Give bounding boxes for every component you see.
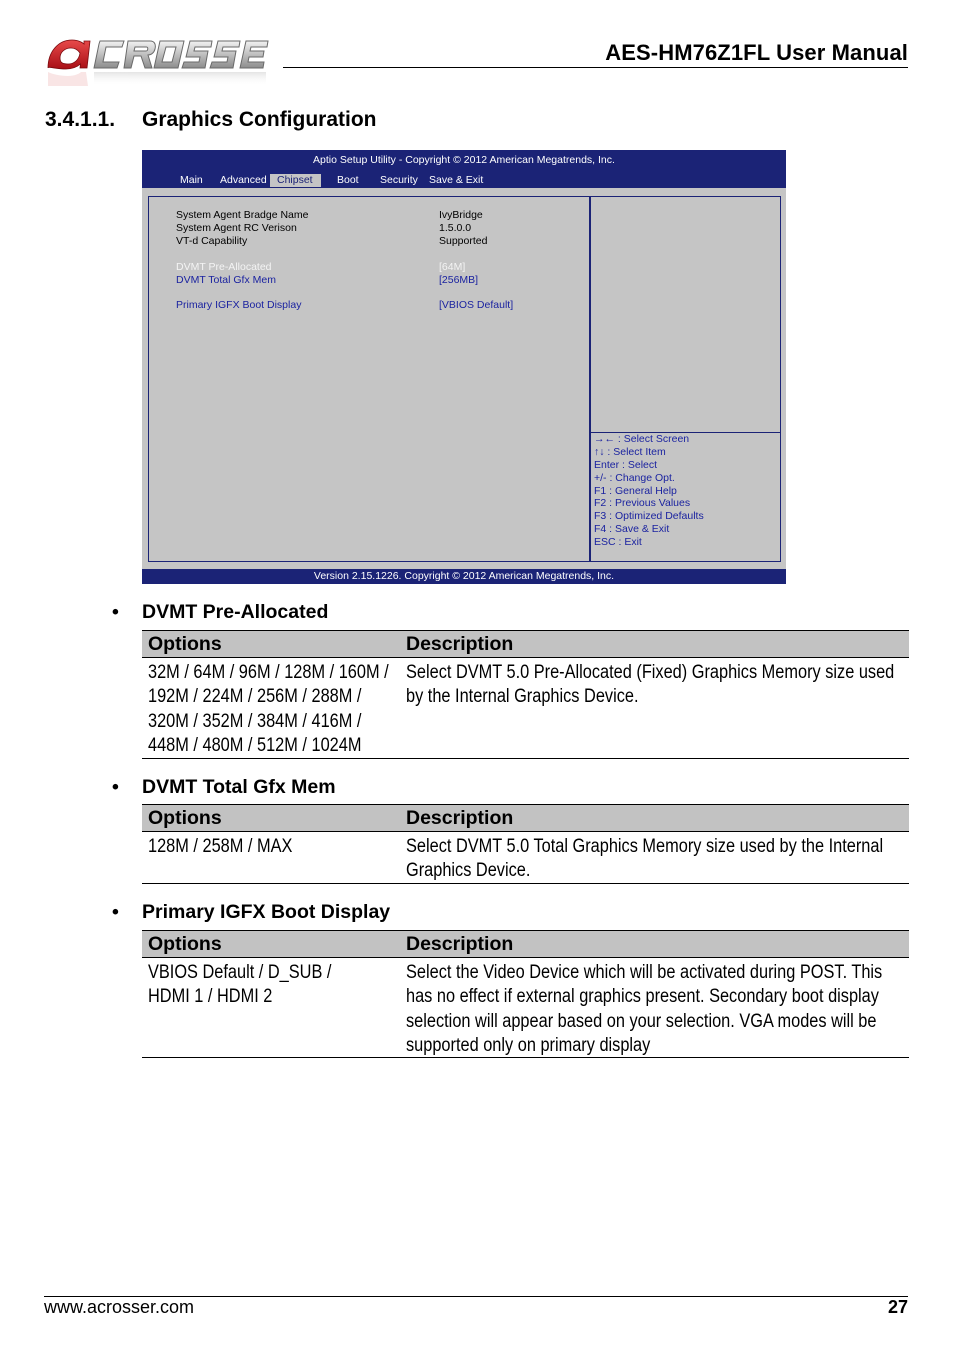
tab-boot[interactable]: Boot bbox=[337, 174, 359, 186]
bios-row-value: IvyBridge bbox=[439, 209, 483, 221]
table-row bbox=[142, 658, 909, 759]
help-select-item: ↑↓ : Select Item bbox=[594, 445, 666, 458]
manual-title: AES-HM76Z1FL User Manual bbox=[605, 40, 908, 65]
tab-save-exit[interactable]: Save & Exit bbox=[429, 174, 484, 186]
bios-row-value[interactable]: [64M] bbox=[439, 261, 466, 273]
bios-row-label: DVMT Pre-Allocated bbox=[176, 261, 272, 273]
bios-row-primary-igfx[interactable] bbox=[176, 299, 596, 312]
bios-row-value[interactable]: [VBIOS Default] bbox=[439, 299, 514, 311]
bios-row-label: Primary IGFX Boot Display bbox=[176, 299, 302, 311]
key-help-list bbox=[594, 433, 704, 549]
help-optimized-defaults: F3 : Optimized Defaults bbox=[594, 510, 704, 523]
table-dvmt-preallocated bbox=[142, 630, 909, 759]
description-text: Select the Video Device which will be activated during POST. This has no effect if external graphics present. Secondary boot display selection will appear based on your selection. VGA modes will be supported only on primary display bbox=[406, 962, 883, 1056]
bios-row-agent-name bbox=[176, 209, 596, 222]
col-options: Options bbox=[148, 933, 222, 955]
table-header bbox=[142, 930, 909, 958]
bios-row-dvmt-total[interactable] bbox=[176, 274, 596, 287]
bios-row-label: System Agent Bradge Name bbox=[176, 209, 309, 221]
bullet-icon: • bbox=[112, 776, 119, 798]
help-previous-values: F2 : Previous Values bbox=[594, 497, 691, 510]
options-text: 32M / 64M / 96M / 128M / 160M / 192M / 224M / 256M / 288M / 320M / 352M / 384M / 416M / 448M / 480M / 512M / 1024M bbox=[148, 662, 389, 756]
table-primary-igfx bbox=[142, 930, 909, 1058]
col-options: Options bbox=[148, 633, 222, 655]
bios-tab-bar bbox=[142, 174, 786, 187]
header-rule bbox=[283, 67, 908, 68]
bios-row-dvmt-preallocated[interactable] bbox=[176, 261, 596, 274]
heading-primary-igfx bbox=[112, 901, 390, 924]
footer-url-link[interactable]: www.acrosser.com bbox=[44, 1297, 195, 1317]
tab-advanced[interactable]: Advanced bbox=[220, 174, 267, 186]
options-text: VBIOS Default / D_SUB / HDMI 1 / HDMI 2 bbox=[148, 962, 332, 1008]
bios-row-label: DVMT Total Gfx Mem bbox=[176, 274, 276, 286]
bios-settings-panel bbox=[148, 196, 590, 562]
help-save-exit: F4 : Save & Exit bbox=[594, 523, 670, 536]
help-general-help: F1 : General Help bbox=[594, 484, 677, 497]
heading-text: DVMT Pre-Allocated bbox=[142, 601, 329, 623]
help-change-opt: +/- : Change Opt. bbox=[594, 471, 675, 484]
heading-dvmt-total bbox=[112, 776, 336, 799]
description-text: Select DVMT 5.0 Pre-Allocated (Fixed) Graphics Memory size used by the Internal Graphics Device. bbox=[406, 662, 895, 708]
help-esc-exit: ESC : Exit bbox=[594, 536, 642, 549]
bios-screenshot bbox=[142, 150, 786, 584]
description-text: Select DVMT 5.0 Total Graphics Memory size used by the Internal Graphics Device. bbox=[406, 836, 884, 882]
heading-text: Primary IGFX Boot Display bbox=[142, 901, 391, 923]
table-row bbox=[142, 958, 909, 1058]
table-header bbox=[142, 804, 909, 832]
options-cell bbox=[148, 961, 394, 1010]
section-heading bbox=[45, 108, 377, 132]
bios-row-vtd bbox=[176, 235, 596, 248]
bios-title: Aptio Setup Utility - Copyright © 2012 American Megatrends, Inc. bbox=[313, 154, 615, 166]
bullet-icon: • bbox=[112, 601, 119, 623]
bios-row-label: VT-d Capability bbox=[176, 235, 248, 247]
help-enter-select: Enter : Select bbox=[594, 458, 658, 471]
acrosser-logo bbox=[42, 30, 276, 92]
bios-row-value[interactable]: [256MB] bbox=[439, 274, 479, 286]
description-cell bbox=[406, 661, 906, 710]
tab-chipset[interactable]: Chipset bbox=[270, 174, 321, 187]
col-description: Description bbox=[406, 633, 514, 655]
table-dvmt-total bbox=[142, 804, 909, 884]
section-number: 3.4.1.1. bbox=[45, 108, 116, 131]
bios-help-panel bbox=[590, 196, 781, 562]
options-cell bbox=[148, 835, 394, 859]
col-options: Options bbox=[148, 807, 222, 829]
col-description: Description bbox=[406, 933, 514, 955]
page-number: 27 bbox=[887, 1297, 908, 1317]
table-row bbox=[142, 832, 909, 884]
tab-main[interactable]: Main bbox=[180, 174, 203, 186]
description-cell bbox=[406, 961, 906, 1058]
help-select-screen: →← : Select Screen bbox=[594, 433, 690, 445]
bios-row-value: 1.5.0.0 bbox=[439, 222, 472, 234]
bullet-icon: • bbox=[112, 901, 119, 923]
bios-version-bar: Version 2.15.1226. Copyright © 2012 American Megatrends, Inc. bbox=[142, 569, 786, 584]
options-cell bbox=[148, 661, 394, 758]
description-cell bbox=[406, 835, 906, 884]
bios-row-rc-version bbox=[176, 222, 596, 235]
table-header bbox=[142, 630, 909, 658]
acrosser-logo-icon bbox=[42, 30, 276, 92]
heading-dvmt-preallocated bbox=[112, 601, 328, 624]
bios-row-value: Supported bbox=[439, 235, 488, 247]
heading-text: DVMT Total Gfx Mem bbox=[142, 776, 336, 798]
col-description: Description bbox=[406, 807, 514, 829]
bios-title-bar bbox=[142, 150, 786, 188]
options-text: 128M / 258M / MAX bbox=[148, 836, 293, 857]
section-title: Graphics Configuration bbox=[142, 108, 377, 131]
bios-row-label: System Agent RC Verison bbox=[176, 222, 297, 234]
tab-security[interactable]: Security bbox=[380, 174, 418, 186]
